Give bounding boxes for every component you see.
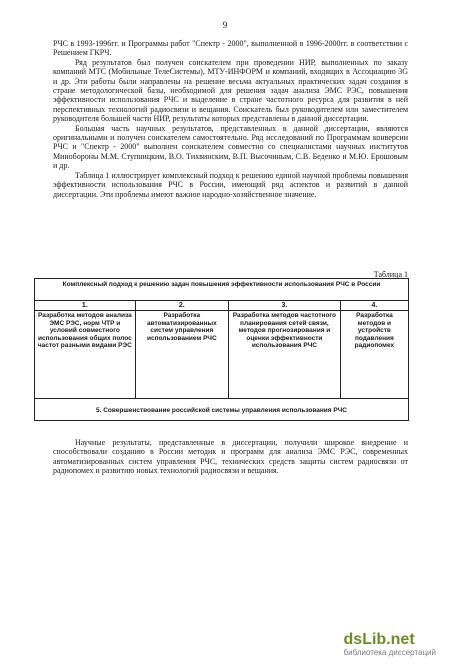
paragraph: Научные результаты, представленные в диссертации, получили широкое внедрение и способствовали созданию в России методик и программ для анализа ЭМС РЭС, современных автоматизированных систем управления РЧС, технических средств защиты систем радиосвязи от радиопомех и развитию новых технологий радиосвязи и вещания. (53, 438, 408, 476)
column-text: Разработка автоматизированных систем управления использованием РЧС (146, 312, 217, 342)
column-text: Разработка методов частотного планирования сетей связи, методов прогнозирования и оценки эффективности использования РЧС (232, 312, 337, 350)
paragraph: Ряд результатов был получен соискателем при проведении НИР, выполненных по заказу компаний МТС (Мобильные ТелеСистемы), МТУ-ИНФОРМ и компаний, входящих в Ассоциацию 3G и др. Эти работы были направлены на решение весьма актуальных практических задач создания в стране методологической базы, необходимой для решения задач анализа ЭМС РЭС, повышения эффективности использования РЧС и выделение в стране частотного ресурса для развития в ней перспективных технологий радиосвязи и вещания. Соискатель был руководителем или заместителем руководителя большей части НИР, результаты которых представлены в данной диссертации. (53, 57, 408, 124)
column-number: 3. (229, 301, 340, 311)
paragraph: Большая часть научных результатов, представленных в данной диссертации, являются оригинальными и получен соискателем самостоятельно. Ряд исследований по Программам конверсии РЧС и "Спектр - 2000" выполнен соискателем совместно со специалистами научных институтов Минобороны М.М. Ступницким, В.О. Тихвинским, В.П. Высочиным, С.В. Беденко и М.Ю. Ерошовым и др. (53, 123, 408, 171)
paragraph: РЧС в 1993-1996гг. и Программы работ "Спектр - 2000", выполненной в 1996-2000гг. в соответствии с Решением ГКРЧ. (53, 39, 408, 58)
table-footer: 5. Совершенствование российской системы управления использования РЧС (96, 407, 347, 414)
approach-table (34, 278, 409, 421)
table-column (136, 301, 229, 398)
watermark-brand: dsLib.net (343, 631, 415, 648)
column-text: Разработка методов и устройств подавления радиопомех (354, 312, 395, 350)
column-number: 1. (35, 301, 135, 311)
table-column (229, 301, 341, 398)
body-text-top (53, 39, 408, 199)
table-header: Комплексный подход к решению задач повышения эффективности использования РЧС в России (35, 279, 408, 301)
watermark-subtitle: библиотека диссертаций (343, 648, 436, 657)
column-number: 4. (341, 301, 408, 311)
table-column (341, 301, 408, 398)
table-label: Таблица 1 (373, 270, 408, 279)
body-text-bottom (53, 438, 408, 476)
paragraph: Таблица 1 иллюстрирует комплексный подход к решению единой научной проблемы повышения эффективности использования РЧС в России, имеющий ряд аспектов и развитий в данной диссертации. Эти проблемы имеют важное народно-хозяйственное значение. (53, 170, 408, 199)
column-text: Разработка методов анализа ЭМС РЭС, норм ЧТР и условий совместного использования общих полос частот разными видами РЭС (37, 312, 132, 350)
dslib-watermark-logo[interactable] (344, 632, 436, 657)
table-columns (35, 301, 408, 399)
column-number: 2. (136, 301, 228, 311)
table-column (35, 301, 136, 398)
page-number: 9 (222, 20, 228, 30)
